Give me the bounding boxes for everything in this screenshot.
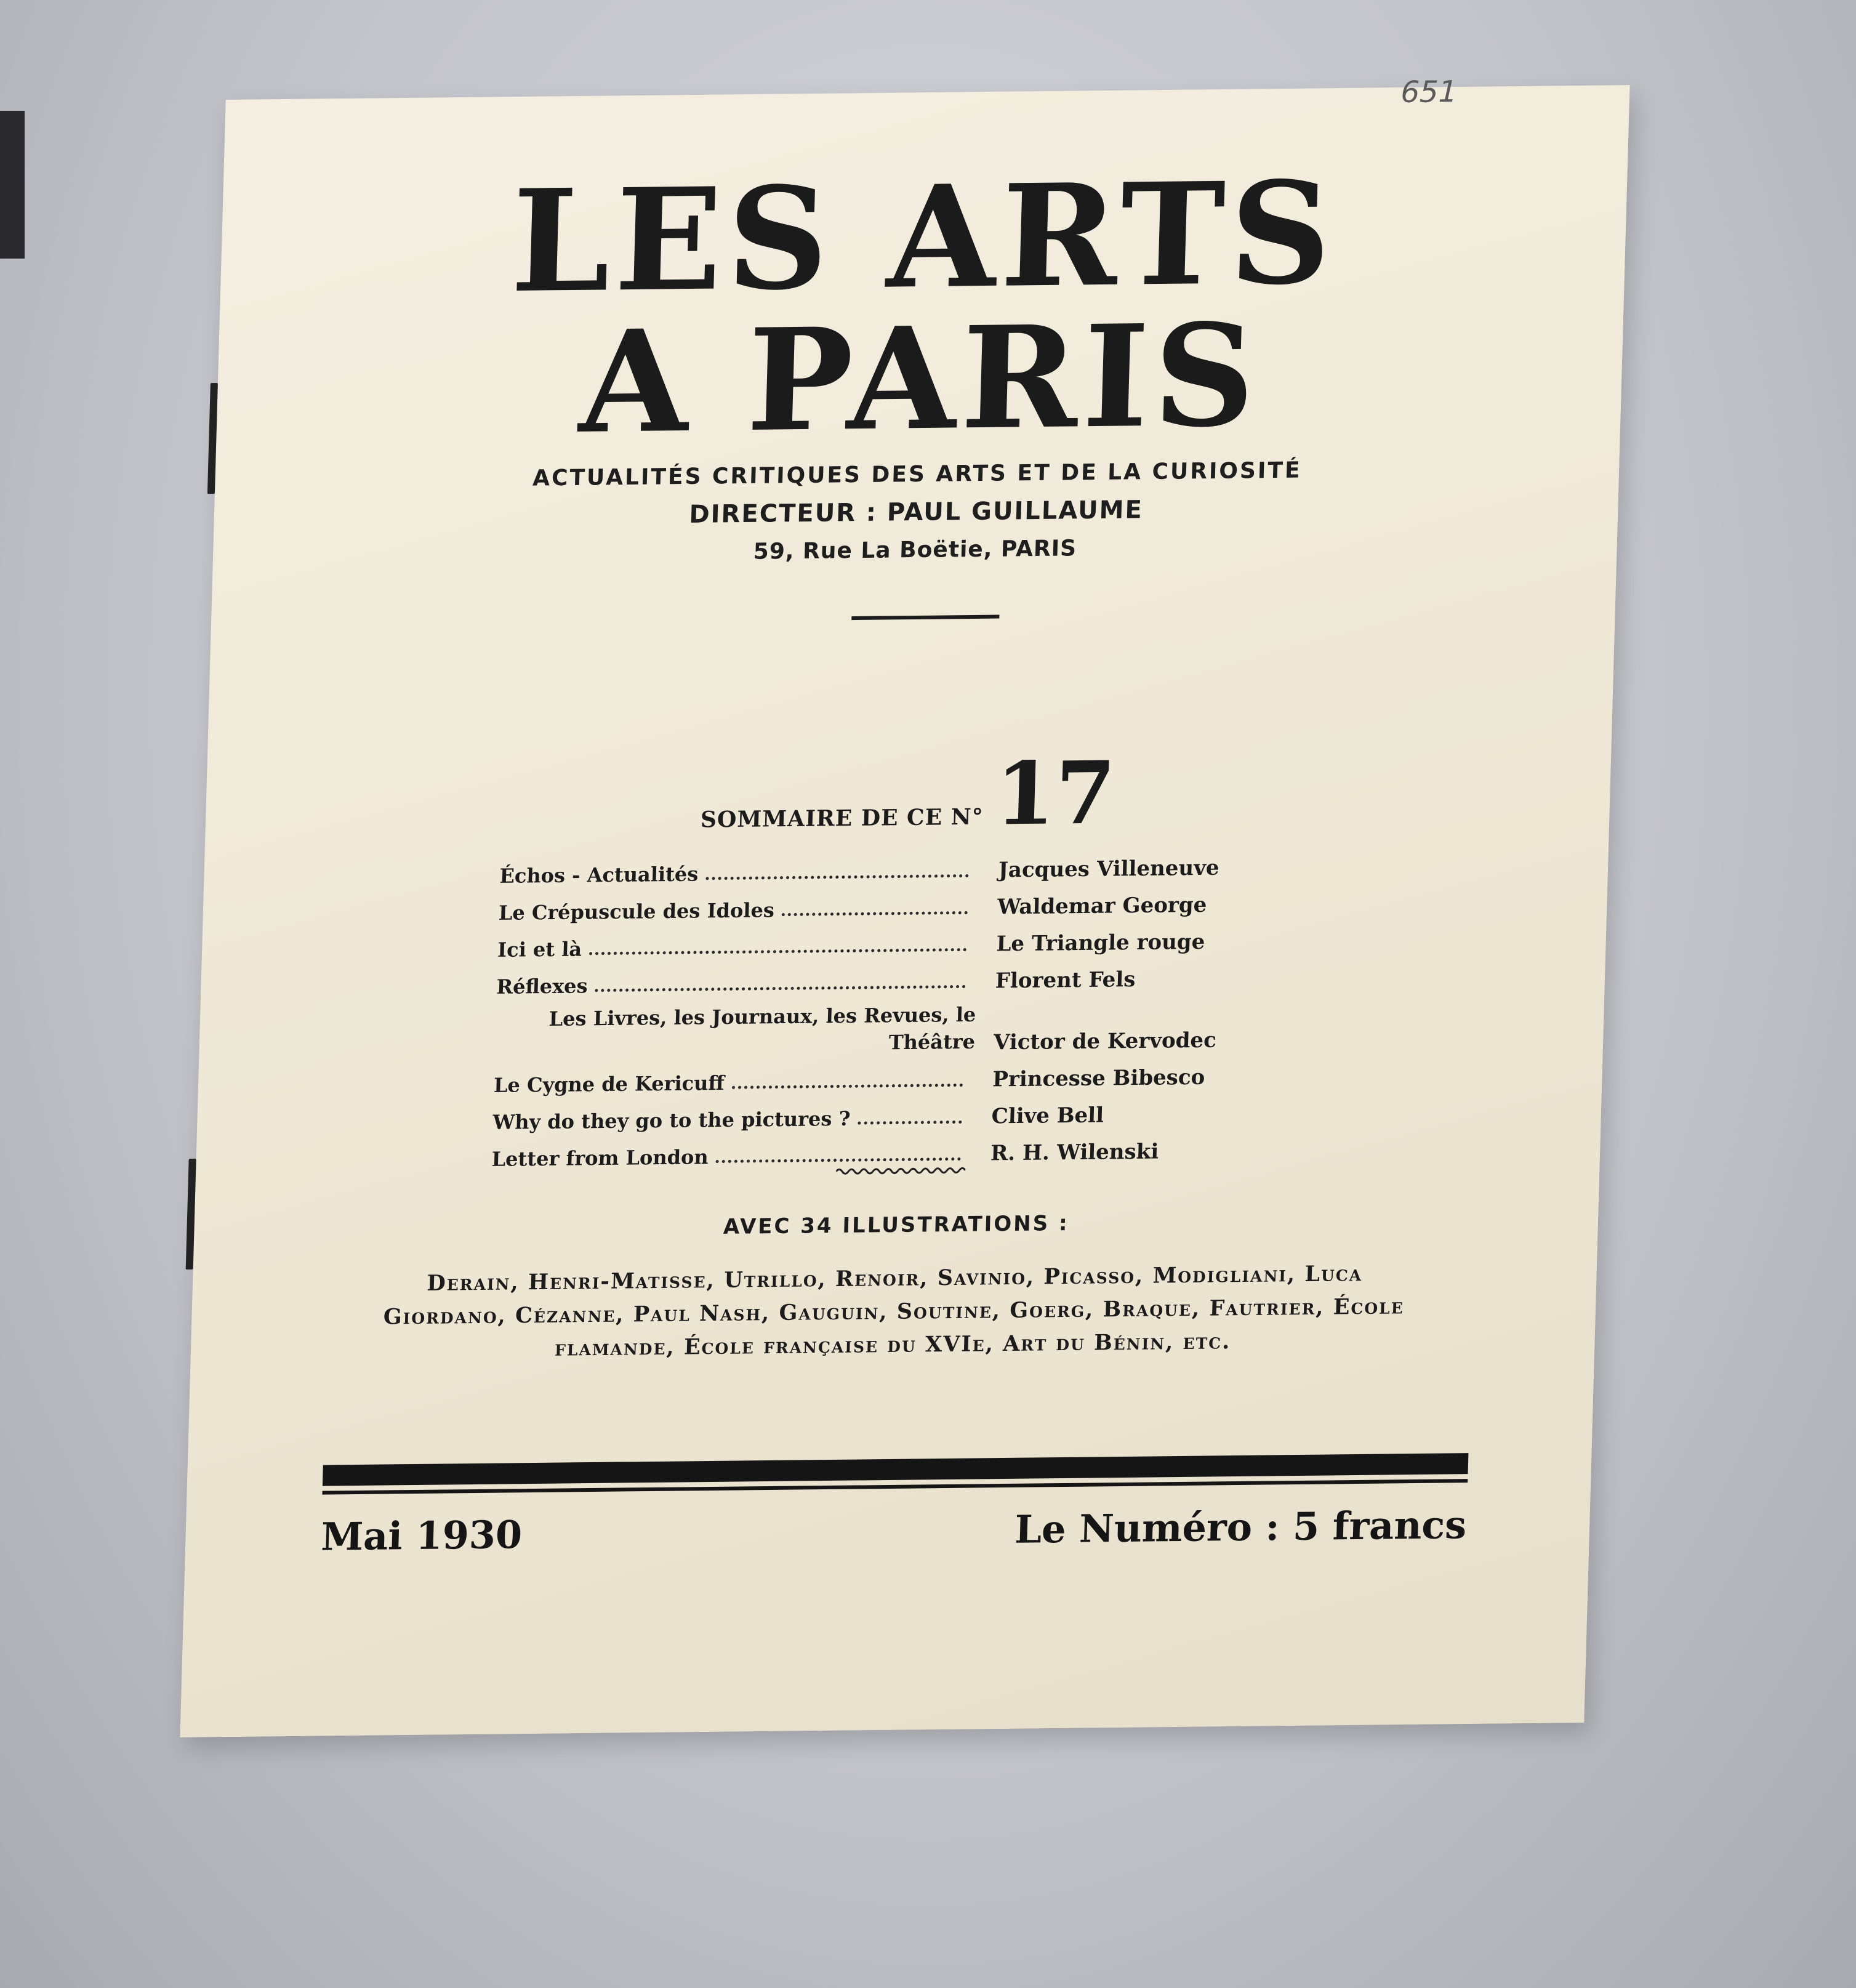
sommaire-label: SOMMAIRE DE CE N° [700, 803, 984, 833]
illustrations-list: Derain, Henri-Matisse, Utrillo, Renoir, Savinio, Picasso, Modigliani, Luca Giordano, Cézanne, Paul Nash, Gauguin, Soutine, Goerg, Braque, Fautrier, École flamande, École française du XVIe, Art du Bénin, etc. [383, 1261, 1405, 1361]
director-line: DIRECTEUR : PAUL GUILLAUME [688, 496, 1144, 529]
magazine-cover [180, 74, 1629, 1737]
toc-title: Why do they go to the pictures ? [492, 1106, 851, 1134]
address-line: 59, Rue La Boëtie, PARIS [753, 536, 1077, 565]
toc-author: Jacques Villeneuve [998, 855, 1220, 883]
masthead-line-2: A PARIS [577, 292, 1263, 465]
toc-title: Le Crépuscule des Idoles [498, 898, 775, 925]
toc-author: Princesse Bibesco [992, 1064, 1205, 1092]
toc-title: Ici et là [497, 937, 582, 962]
dot-leader [782, 911, 968, 916]
toc-entry [494, 991, 1272, 1060]
adjacent-object [0, 111, 25, 259]
dot-leader [858, 1121, 962, 1125]
toc-title: Échos - Actualités [499, 862, 699, 888]
footer [321, 1502, 1468, 1559]
table-of-contents [491, 843, 1276, 1171]
toc-author: Victor de Kervodec [993, 1028, 1217, 1055]
sommaire-heading [205, 738, 1612, 853]
toc-title: Les Livres, les Journaux, les Revues, le Théâtre [548, 1002, 976, 1055]
dot-leader [595, 985, 965, 992]
dot-leader [589, 948, 966, 955]
issue-price: Le Numéro : 5 francs [1014, 1502, 1468, 1552]
subtitle-block [212, 454, 1619, 570]
issue-date: Mai 1930 [320, 1512, 523, 1559]
illustrations-heading: AVEC 34 ILLUSTRATIONS : [723, 1211, 1070, 1239]
issue-number: 17 [994, 742, 1117, 845]
divider-rule [851, 615, 999, 621]
toc-author: R. H. Wilenski [990, 1139, 1159, 1166]
toc-author: Clive Bell [991, 1103, 1104, 1129]
masthead-line-1: LES ARTS [509, 150, 1338, 324]
dot-leader [731, 1084, 963, 1089]
handwritten-note: 651 [1400, 74, 1458, 110]
toc-author: Le Triangle rouge [995, 929, 1205, 957]
dot-leader [705, 874, 969, 880]
masthead [216, 150, 1628, 465]
toc-title: Letter from London [491, 1145, 709, 1171]
toc-title: Le Cygne de Kericuff [493, 1071, 725, 1097]
tagline: ACTUALITÉS CRITIQUES DES ARTS ET DE LA CURIOSITÉ [532, 457, 1303, 491]
toc-title: Réflexes [496, 974, 589, 999]
dot-leader [715, 1157, 960, 1163]
ornament-wave [836, 1166, 965, 1176]
toc-author: Florent Fels [995, 967, 1136, 994]
staple [186, 1159, 196, 1270]
toc-author: Waldemar George [997, 892, 1207, 920]
